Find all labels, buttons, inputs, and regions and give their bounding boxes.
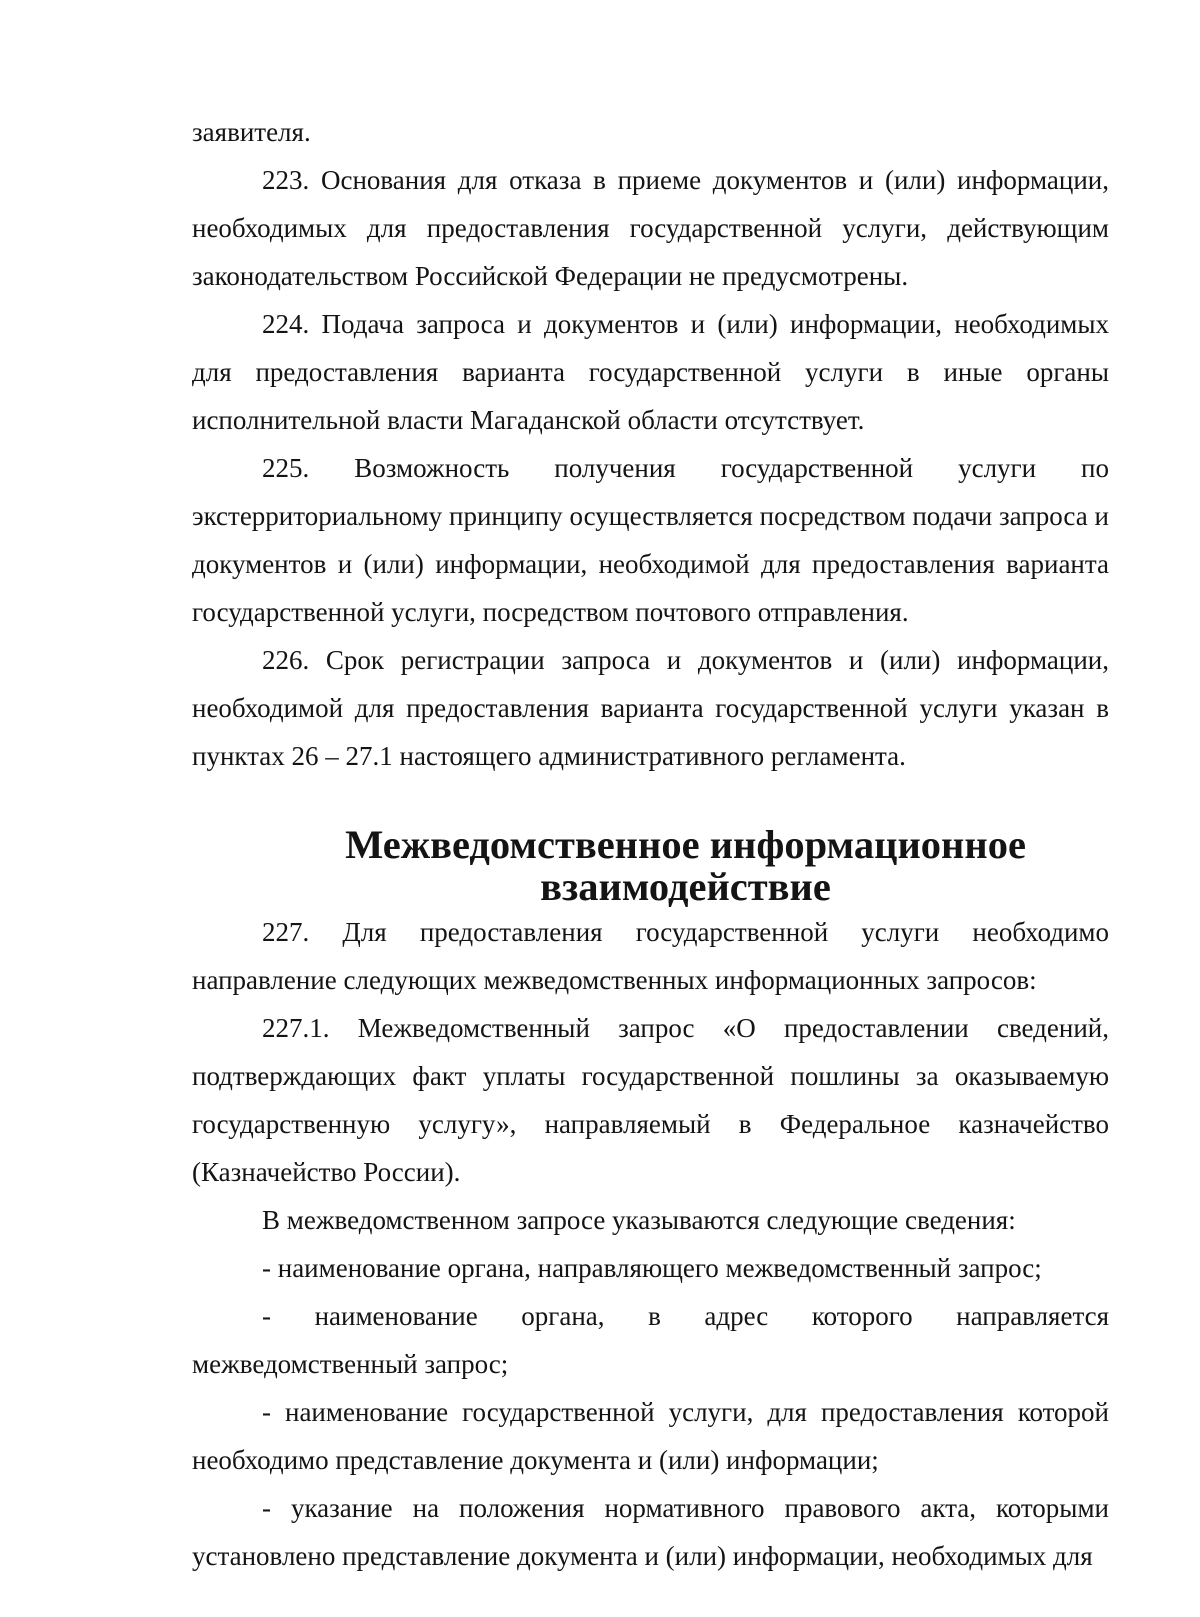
paragraph-227-1: 227.1. Межведомственный запрос «О предоставлении сведений, подтверждающих факт уплаты государственной пошлины за оказываемую государственную услугу», направляемый в Федеральное казначейство (Казначейство России). (192, 1013, 1109, 1187)
paragraph-continuation: заявителя. (192, 117, 311, 147)
list-item: - наименование органа, в адрес которого направляется межведомственный запрос; (192, 1301, 1109, 1379)
list-item: - указание на положения нормативного правового акта, которыми установлено представление документа и (или) информации, необходимых для (192, 1493, 1109, 1571)
paragraph-223: 223. Основания для отказа в приеме документов и (или) информации, необходимых для предоставления государственной услуги, действующим законодательством Российской Федерации не предусмотрены. (192, 165, 1109, 291)
paragraph-225: 225. Возможность получения государственной услуги по экстерриториальному принципу осуществляется посредством подачи запроса и документов и (или) информации, необходимой для предоставления варианта государственной услуги, посредством почтового отправления. (192, 453, 1109, 627)
paragraph-226: 226. Срок регистрации запроса и документов и (или) информации, необходимой для предоставления варианта государственной услуги указан в пунктах 26 – 27.1 настоящего административного регламента. (192, 645, 1109, 771)
section-heading: Межведомственное информационное взаимодействие (345, 822, 1026, 909)
document-body (192, 108, 1109, 1580)
paragraph-request-info: В межведомственном запросе указываются следующие сведения: (262, 1205, 1016, 1235)
paragraph-224: 224. Подача запроса и документов и (или) информации, необходимых для предоставления варианта государственной услуги в иные органы исполнительной власти Магаданской области отсутствует. (192, 309, 1109, 435)
list-item: - наименование государственной услуги, для предоставления которой необходимо представление документа и (или) информации; (192, 1397, 1109, 1475)
paragraph-227: 227. Для предоставления государственной услуги необходимо направление следующих межведомственных информационных запросов: (192, 917, 1109, 995)
list-item: - наименование органа, направляющего межведомственный запрос; (262, 1253, 1042, 1283)
